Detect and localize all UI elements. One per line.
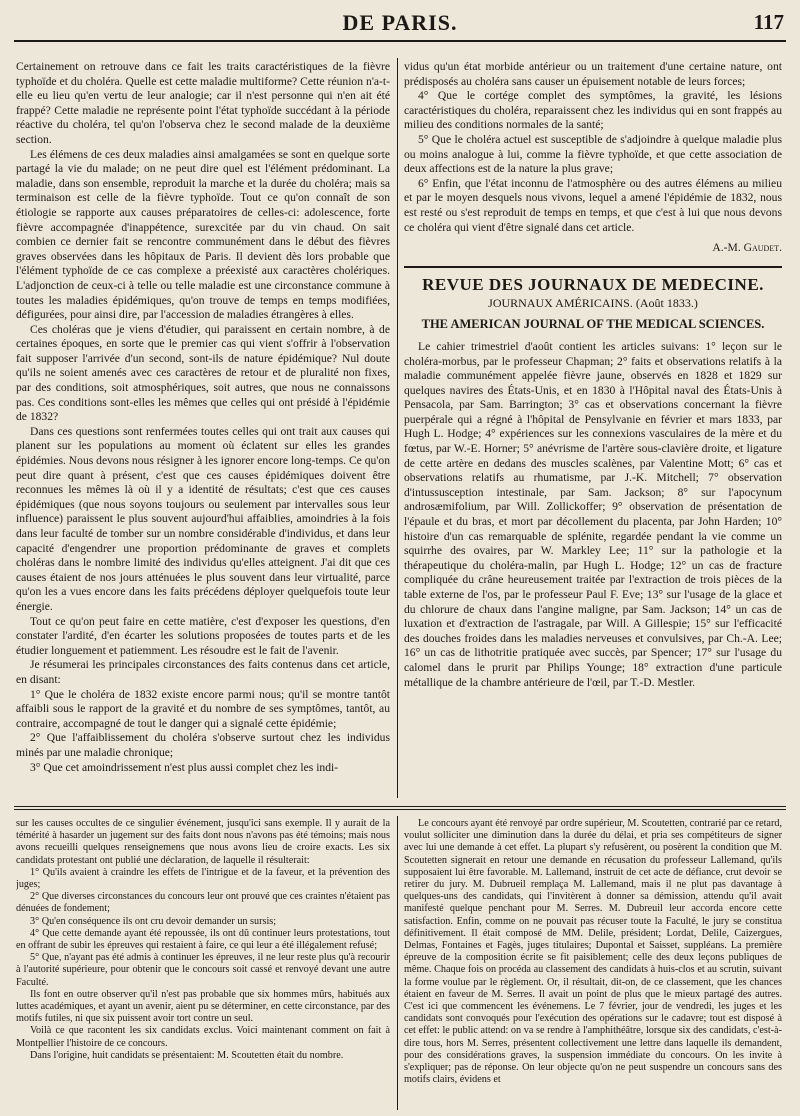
paragraph: 1° Qu'ils avaient à craindre les effets de l'intrigue et de la faveur, et la prévention des juges; bbox=[16, 866, 390, 891]
section-rule bbox=[14, 809, 786, 810]
paragraph: 2° Que l'affaiblissement du choléra s'observe surtout chez les individus minés par une maladie chronique; bbox=[16, 731, 390, 759]
left-column-bottom bbox=[16, 818, 390, 1110]
paragraph: sur les causes occultes de ce singulier événement, jusqu'ici sans exemple. Il y aurait de la témérité à hasarder un jugement sur des faits dont nous n'avons pas été témoins; mais nous avons recueilli quelques renseignemens que nous avons lieu de croire exacts. Les six candidats protestant ont publié une déclaration, de laquelle il résulterait: bbox=[16, 818, 390, 866]
page-header bbox=[14, 4, 786, 42]
page-number: 117 bbox=[753, 10, 784, 34]
paragraph: 3° Qu'en conséquence ils ont cru devoir demander un sursis; bbox=[30, 915, 277, 927]
paragraph: vidus qu'un état morbide antérieur ou un traitement d'une certaine nature, ont prédisposés au choléra sans causer un épuisement notable de leurs forces; bbox=[404, 60, 782, 88]
paragraph: 3° Que cet amoindrissement n'est plus aussi complet chez les indi- bbox=[30, 760, 339, 774]
right-column-bottom bbox=[404, 818, 782, 1110]
review-body: Le cahier trimestriel d'août contient les articles suivans: 1° leçon sur le choléra-morbus, par le professeur Chapman; 2° faits et observations relatifs à la maladie communément appelée fièvre jaune, observés en 1828 et 1829 sur quelques navires des États-Unis, et en 1830 à l'Hôpital naval des États-Unis à Pensacola, par Sam. Barrington; 3° cas et observations concernant la fièvre puerpérale qui a régné à l'hôpital de Pensylvanie en février et mars 1833, par Hugh L. Hodge; 4° expériences sur les connexions vasculaires de la mère et du fœtus, par W.-E. Horner; 5° anévrisme de l'artère sous-clavière droite, et ligature de cette artère en dedans des muscles scalènes, par Valentine Mott; 6° cas et observations relatifs au rhumatisme, par J.-K. Mitchell; 7° observation d'intussusception intestinale, par Sam. Jackson; 8° sur l'apocynum androsæmifolium, par Will. Zollickoffer; 9° observation de présentation de l'épaule et du bras, et mort par décollement du placenta, par John Harden; 10° histoire d'un cas remarquable de splénite, regardée pendant la vie comme un squirrhe des ovaires, par W. Markley Lee; 11° sur la pathologie et la thérapeutique du choléra-malin, par Hugh L. Hodge; 12° un cas de fracture compliquée du crâne heureusement traitée par l'extraction de trois pièces de la table externe de l'os, par le professeur Paul F. Eve; 13° sur l'usage de la glace et du chlorure de chaux dans l'angine maligne, par Sam. Jackson; 14° un cas de luxation et d'extraction de l'astragale, par Will. A Gillespie; 15° sur l'efficacité des douches froides dans les maladies nerveuses et convulsives, par Ch.-A. Lee; 16° un cas de lithotritie pratiquée avec succès, par Spencer; 17° sur l'usage du calomel dans le prurit par Philips Younge; 18° extraction d'une particule métallique de la chambre antérieure de l'œil, par T.-D. Mestler. bbox=[404, 339, 782, 689]
paragraph: 4° Que cette demande ayant été repoussée, ils ont dû continuer leurs protestations, tout en offrant de subir les épreuves qui restaient à faire, ce qui leur a été illégalement refusé; bbox=[16, 927, 390, 952]
paragraph: Dans ces questions sont renfermées toutes celles qui ont trait aux causes qui planent sur les populations au moment où éclatent sur elles les grandes épidémies. Nous devons nous résigner à les ignorer encore long-temps. Ce qu'on peut dire quant à présent, c'est que ces causes épidémiques doivent être reconnues les mêmes là où il y a identité de résultats; c'est que ces causes épidémiques (que nous soyons toujours ou seulement par intervalles sous leur influence) paraissent le plus souvent aujourd'hui affaiblies, amoindries à la fois dans leur faculté de tomber sur un nombre considérable d'individus, et dans leur capacité d'engendrer une proportion prédominante de graves et complets choléras dans le nombre limité des individus qu'elles atteignent. J'ai dit que ces causes étaient de nos jours atténuées le plus souvent dans leur virtualité, parce qu'on les a vues encore dans les faits précédens déployer quelquefois toute leur énergie. bbox=[16, 424, 390, 613]
paragraph: 1° Que le choléra de 1832 existe encore parmi nous; qu'il se montre tantôt affaibli sous le rapport de la gravité et du nombre de ses symptômes, tantôt, au contraire, accompagné de tout le danger qui a signalé cette épidémie; bbox=[16, 687, 390, 730]
paragraph: Le concours ayant été renvoyé par ordre supérieur, M. Scoutetten, contrarié par ce retard, voulut solliciter une diminution dans la durée du délai, et pria ses compétiteurs de signer avec lui une demande à cet effet. La plupart s'y refusèrent, ou posèrent la condition que M. Scoutetten signerait en retour une demande en récusation du professeur Lallemand, qu'ils supposaient lui être favorable. M. Lallemand, instruit de cet acte de défiance, crut devoir se retirer du jury. M. Dubrueil remplaça M. Lallemand, mais il ne plut pas davantage à quelques-uns des candidats, qui l'invitèrent à donner sa démission, attendu qu'il avait manifesté quelque penchant pour M. Serres. M. Dubreuil leur accorda encore cette satisfaction. Enfin, comme on ne pouvait pas récuser toute la Faculté, le jury se constitua définitivement. Il était composé de MM. Delile, président; Lordat, Delile, Caizergues, Delmas, Fontaines et Fagès, juges titulaires; Dupontal et Saisset, suppléans. La première épreuve de la composition écrite se fit paisiblement; celle des deux leçons publiques de même. Chaque fois on procéda au classement des candidats à huis-clos et au scrutin, suivant la forme voulue par le règlement. Or, il résultait, dit-on, de ce classement, que les chances étaient en faveur de M. Serres. Il avait un point de plus que le mieux partagé des autres. C'est ici que commencent les événemens. Le 7 février, jour de vendredi, les juges et les candidats sont convoqués pour l'exécution des opérations sur le cadavre; tout est disposé à cet effet: le public attend: on va se rendre à l'amphithéâtre, lorsque six des candidats, c'est-à-dire tous, hors M. Serres, présentent collectivement une lettre dans laquelle ils demandent, pour des considérations graves, la suspension immédiate du concours. On les invite à s'expliquer; pas de réponse. On leur objecte qu'on ne peut suspendre un concours sans des motifs clairs, évidens et bbox=[404, 818, 782, 1086]
paragraph: 4° Que le cortége complet des symptômes, la gravité, les lésions caractéristiques du choléra, reparaissent chez les individus qui en sont frappés au milieu des conditions normales de la santé; bbox=[404, 89, 782, 132]
running-title: DE PARIS. bbox=[342, 10, 458, 35]
paragraph: Je résumerai les principales circonstances des faits contenus dans cet article, en disant: bbox=[16, 658, 390, 686]
paragraph: 6° Enfin, que l'état inconnu de l'atmosphère ou des autres élémens au milieu et par le moyen desquels nous vivons, lequel a amené l'épidémie de 1832, nous est resté ou s'est reproduit de temps en temps, et que c'est à lui que nous devons ce choléra qui vient d'être signalé dans cet article. bbox=[404, 176, 782, 234]
paragraph: Tout ce qu'on peut faire en cette matière, c'est d'exposer les questions, d'en constater l'ardité, d'en écarter les solutions proposées de toutes parts et de les étudier longuement et patiemment. Les résoudre est le fait de l'avenir. bbox=[16, 614, 390, 657]
paragraph: 2° Que diverses circonstances du concours leur ont prouvé que ces craintes n'étaient pas dénuées de fondement; bbox=[16, 891, 390, 915]
section-divider bbox=[404, 266, 782, 268]
paragraph: Certainement on retrouve dans ce fait les traits caractéristiques de la fièvre typhoïde et du choléra. Quelle est cette maladie multiforme? Cette réunion n'a-t-elle eu lieu qu'en vertu de leur analogie; car il n'est personne qui n'en ait été frappé? Cette maladie ne représente point l'état typhoïde succédant à la période réactive du choléra, tel qu'on l'observa chez le second malade de la deuxième section. bbox=[16, 60, 390, 146]
section-rule bbox=[14, 806, 786, 807]
review-subtitle: JOURNAUX AMÉRICAINS. (Août 1833.) bbox=[488, 296, 698, 311]
paragraph: 5° Que le choléra actuel est susceptible de s'adjoindre à quelque maladie plus ou moins analogue à lui, comme la fièvre typhoïde, et que cette association de deux affections est de la nature la plus grave; bbox=[404, 132, 782, 176]
paragraph: Ces choléras que je viens d'étudier, qui paraissent en certain nombre, à de certaines époques, en sorte que le premier cas qui vient s'offrir à l'observation fait supposer l'arrivée d'un second, sont-ils de nature épidémique? Nul doute qu'ils ne soient amenés avec ces caractères de retour et de pluralité non fixes, par des conditions, soit atmosphériques, soit autres, que nous ne connaissons pas. Ces conditions sont-elles les mêmes que celles qui ont présidé à l'épidémie de 1832? bbox=[16, 322, 390, 424]
review-title: REVUE DES JOURNAUX DE MEDECINE. bbox=[422, 274, 764, 294]
column-divider bbox=[397, 58, 398, 798]
journal-name: THE AMERICAN JOURNAL OF THE MEDICAL SCIENCES. bbox=[421, 316, 765, 331]
paragraph: Les élémens de ces deux maladies ainsi amalgamées se sont en quelque sorte partagé la vie du malade; on ne peut dire quel est l'élément prédominant. La maladie, dans son ensemble, reproduit la marche et la durée du choléra; mais sa terminaison est celle de la fièvre typhoïde. Tout ce qu'on connaît de son étiologie se rapporte aux causes préparatoires de celles-ci: adolescence, forte fièvre accompagnée d'inappétence, surexcitée par du vin chaud. On sait combien ce dernier fait se rencontre communément dans le début des fièvres graves observées dans les hôpitaux de Paris. Il devient dès lors probable que l'élément typhoïde de ce cas complexe a préexisté aux caractères cholériques. L'adjonction de ceux-ci à telle ou telle maladie est une circonstance commune à toutes les maladies épidémiques, qu'on trouve de temps en temps modifiées, défigurées, pour ainsi dire, par l'accession de maladies étrangères à elles. bbox=[16, 147, 390, 322]
paragraph: 5° Que, n'ayant pas été admis à continuer les épreuves, il ne leur reste plus qu'à recourir à l'autorité supérieure, pour obtenir que le concours soit cassé et renvoyé devant une autre Faculté. bbox=[16, 952, 390, 988]
column-divider bbox=[397, 816, 398, 1110]
paragraph: Voilà ce que racontent les six candidats exclus. Voici maintenant comment on fait à Montpellier l'histoire de ce concours. bbox=[16, 1025, 390, 1049]
right-column-top bbox=[404, 60, 782, 800]
author-signature: A.-M. Gaudet. bbox=[712, 241, 782, 255]
paragraph: Dans l'origine, huit candidats se présentaient: M. Scoutetten était du nombre. bbox=[30, 1049, 344, 1061]
paragraph: Ils font en outre observer qu'il n'est pas probable que six hommes mûrs, habitués aux luttes académiques, et ayant un avenir, aient pu se déterminer, en cette circonstance, par des motifs futiles, ni que six puissent avoir tort contre un seul. bbox=[16, 988, 390, 1025]
left-column-top bbox=[16, 60, 390, 800]
